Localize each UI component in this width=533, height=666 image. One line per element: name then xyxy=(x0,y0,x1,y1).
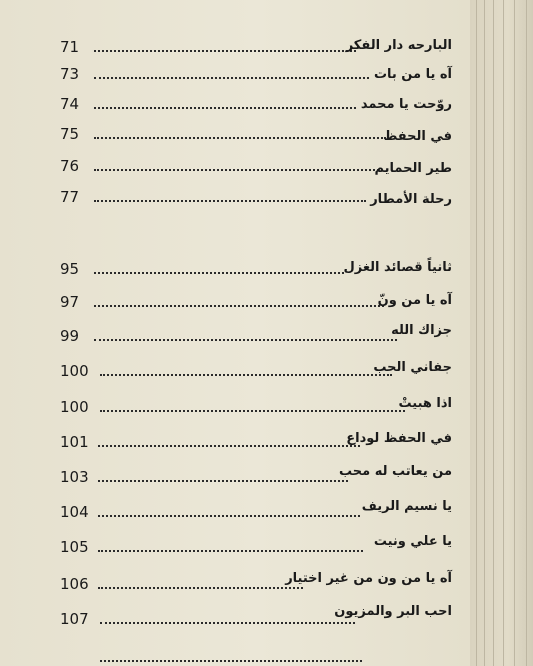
toc-page-number: 99 xyxy=(60,327,80,345)
toc-row xyxy=(60,85,452,115)
toc-row xyxy=(60,528,452,558)
toc-page-number: 100 xyxy=(60,398,89,416)
toc-row xyxy=(60,147,452,177)
toc-page-number: 101 xyxy=(60,433,89,451)
dot-leader xyxy=(94,339,397,341)
toc-page-number: 75 xyxy=(60,125,80,143)
toc-entry-title: في الحفظ لوداع xyxy=(346,431,452,446)
dot-leader xyxy=(98,480,348,482)
toc-page-number: 73 xyxy=(60,65,80,83)
dot-leader xyxy=(100,410,405,412)
toc-entry-title: آه يا من بات xyxy=(373,67,452,82)
dot-leader xyxy=(94,305,384,307)
dot-leader xyxy=(98,587,303,589)
toc-entry-title: ثانياً قصائد الغزل xyxy=(343,260,452,275)
toc-row xyxy=(60,636,452,666)
toc-page-number: 106 xyxy=(60,575,89,593)
toc-row xyxy=(60,600,452,630)
toc-entry-title: في الحفظ xyxy=(383,129,452,144)
toc-row xyxy=(60,115,452,145)
toc-page-number: 105 xyxy=(60,538,89,556)
page-edge-line xyxy=(484,0,485,666)
toc-entry-title: جزاك الله xyxy=(391,323,452,338)
dot-leader xyxy=(98,515,360,517)
toc-row xyxy=(60,55,452,85)
dot-leader xyxy=(100,660,362,662)
toc-page-number: 103 xyxy=(60,468,89,486)
toc-entry-title: احب البر والمزيون xyxy=(334,604,452,619)
toc-row xyxy=(60,565,452,595)
toc-page-number: 104 xyxy=(60,503,89,521)
toc-entry-title: من يعاتب له محب xyxy=(338,464,452,479)
dot-leader xyxy=(94,169,379,171)
toc-row xyxy=(60,28,452,58)
toc-page-number: 95 xyxy=(60,260,80,278)
toc-page-number: 74 xyxy=(60,95,80,113)
toc-row xyxy=(60,250,452,280)
toc-entry-title: روّحت يا محمد xyxy=(360,97,452,112)
dot-leader xyxy=(94,272,344,274)
dot-leader xyxy=(94,137,386,139)
dot-leader xyxy=(100,622,355,624)
page-edge-line xyxy=(526,0,527,666)
toc-row xyxy=(60,352,452,382)
dot-leader xyxy=(98,445,360,447)
toc-entry-title: آه يا من ونّ xyxy=(377,293,452,308)
dot-leader xyxy=(100,374,392,376)
page-edge-line xyxy=(503,0,504,666)
toc-row xyxy=(60,493,452,523)
toc-entry-title: اذا هبيتْ xyxy=(398,396,452,411)
toc-row xyxy=(60,317,452,347)
toc-row xyxy=(60,388,452,418)
dot-leader xyxy=(98,550,363,552)
toc-page-number: 100 xyxy=(60,362,89,380)
toc-page-number: 71 xyxy=(60,38,80,56)
dot-leader xyxy=(94,200,366,202)
dot-leader xyxy=(94,107,356,109)
toc-row xyxy=(60,423,452,453)
toc-entry-title: البارحه دار الفكر xyxy=(345,38,452,53)
page-edge-line xyxy=(514,0,515,666)
toc-entry-title: طير الحمايم xyxy=(374,161,452,176)
toc-entry-title: آه يا من ون من غير اختيار xyxy=(285,571,452,586)
toc-page-number: 97 xyxy=(60,293,80,311)
toc-row xyxy=(60,283,452,313)
toc-entry-title: يا علي ونيت xyxy=(373,534,452,549)
page-edge-line xyxy=(493,0,494,666)
page-stack-edge xyxy=(470,0,533,666)
toc-page-number: 107 xyxy=(60,610,89,628)
toc-page-number: 77 xyxy=(60,188,80,206)
toc-entry-title: رحلة الأمطار xyxy=(370,192,452,207)
page-edge-line xyxy=(476,0,477,666)
dot-leader xyxy=(94,77,369,79)
toc-row xyxy=(60,178,452,208)
toc-entry-title: جفاني الحب xyxy=(373,360,452,375)
toc-entry-title: يا نسيم الريف xyxy=(361,499,452,514)
toc-page-number: 76 xyxy=(60,157,80,175)
dot-leader xyxy=(94,50,356,52)
toc-row xyxy=(60,458,452,488)
